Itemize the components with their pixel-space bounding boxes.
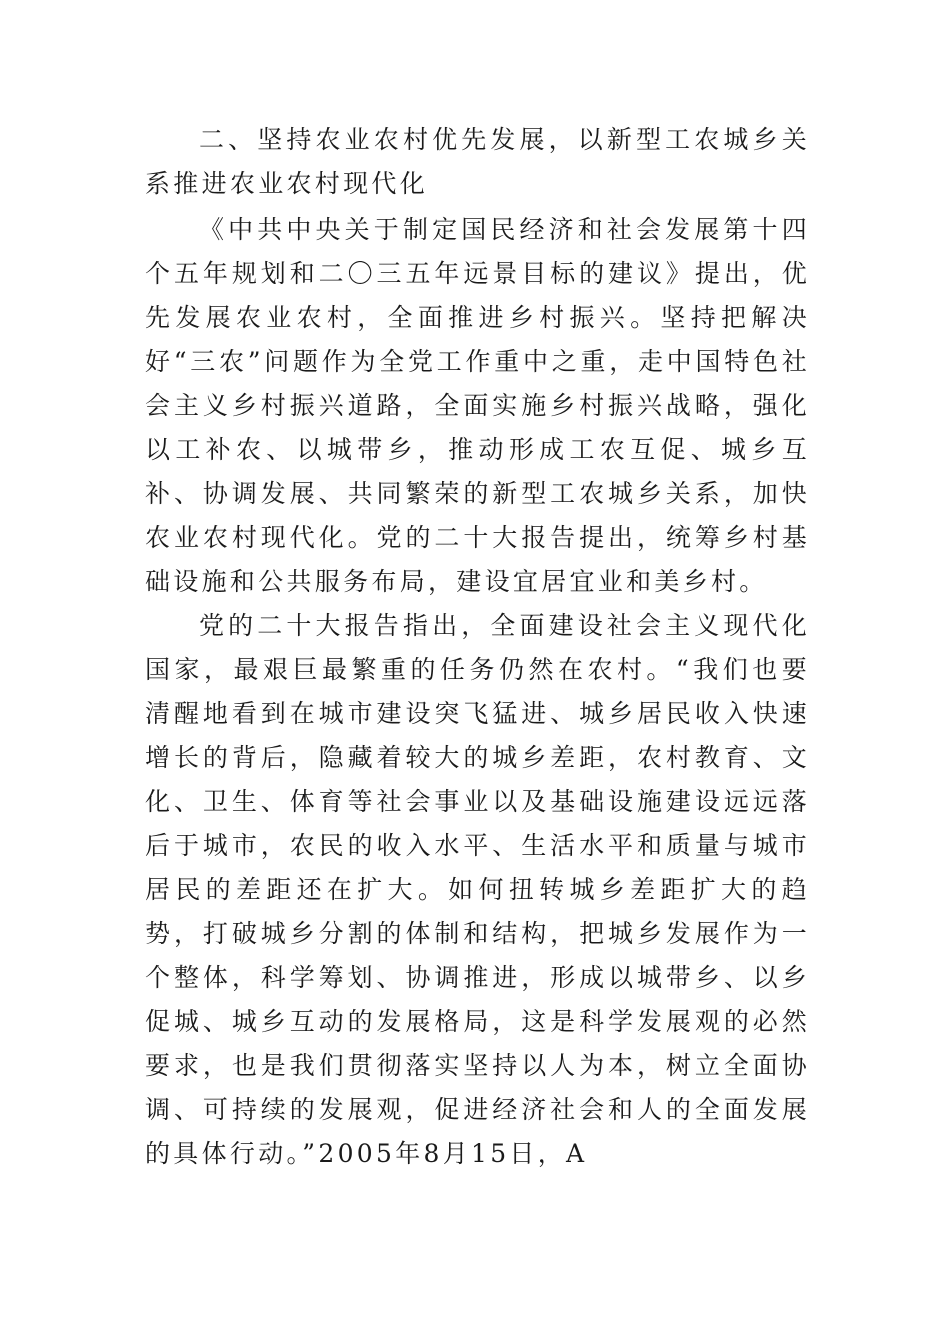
document-body xyxy=(145,118,810,1176)
paragraph-1: 《中共中央关于制定国民经济和社会发展第十四个五年规划和二〇三五年远景目标的建议》提出，优先发展农业农村，全面推进乡村振兴。坚持把解决好“三农”问题作为全党工作重中之重，走中国特色社会主义乡村振兴道路，全面实施乡村振兴战略，强化以工补农、以城带乡，推动形成工农互促、城乡互补、协调发展、共同繁荣的新型工农城乡关系，加快农业农村现代化。党的二十大报告提出，统筹乡村基础设施和公共服务布局，建设宜居宜业和美乡村。 xyxy=(145,215,810,596)
section-heading: 二、坚持农业农村优先发展，以新型工农城乡关系推进农业农村现代化 xyxy=(145,125,810,198)
paragraph-2: 党的二十大报告指出，全面建设社会主义现代化国家，最艰巨最繁重的任务仍然在农村。“我们也要清醒地看到在城市建设突飞猛进、城乡居民收入快速增长的背后，隐藏着较大的城乡差距，农村教育、文化、卫生、体育等社会事业以及基础设施建设远远落后于城市，农民的收入水平、生活水平和质量与城市居民的差距还在扩大。如何扭转城乡差距扩大的趋势，打破城乡分割的体制和结构，把城乡发展作为一个整体，科学筹划、协调推进，形成以城带乡、以乡促城、城乡互动的发展格局，这是科学发展观的必然要求，也是我们贯彻落实坚持以人为本，树立全面协调、可持续的发展观，促进经济社会和人的全面发展的具体行动。”2005年8月15日，A xyxy=(145,611,810,1168)
